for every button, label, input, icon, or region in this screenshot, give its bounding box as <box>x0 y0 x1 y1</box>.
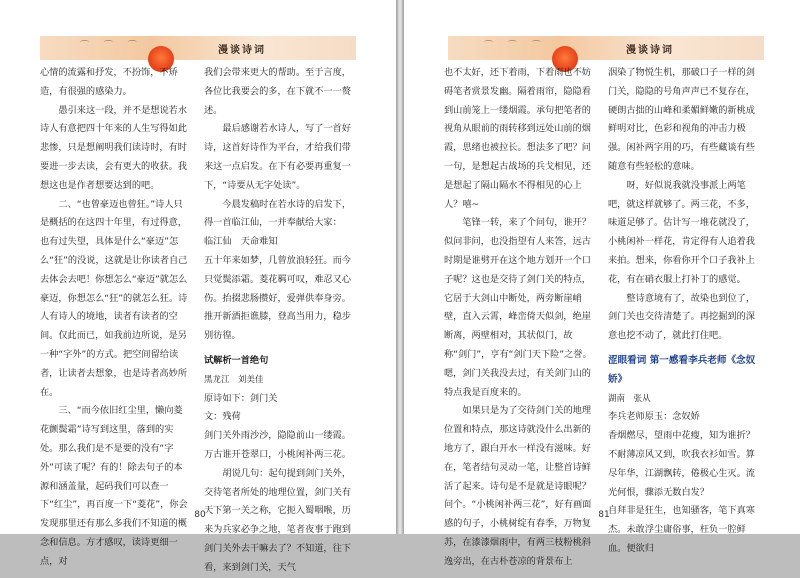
poem-text: 五十年来如梦，几曾放浪轻狂。而今只觉鬓添霜。菱花羁可叹，难忍又心伤。抬掇悲肠攒好，爱弹供奉身旁。推开新酒拒谯膝，登高当用力，稳步别彷徨。 <box>204 254 351 342</box>
paragraph: 胡说几句：起句提到剑门关外，交待笔者所处的地理位置，剑门关有天下第一关之称，它扼入蜀咽喉，历来为兵家必争之地，笔者夜事于跑到剑门关外去干嘛去了？不知道，往下看，来到剑门关，天气 <box>204 467 352 573</box>
page-number: 81 <box>598 510 610 520</box>
paragraph: 呀，好似说我就没事派上两笔吧，就这样就够了。两三花，不多，味道足够了。估计写一堆花就没了，小桃闲补一样花，肯定得有人追着我来拍。想来，你看你开个口子我补上花，有在硝衣服上打补丁的感觉。 <box>608 179 755 285</box>
poem-line: 剑门关外雨沙沙，隐隐前山一缕霞。 <box>204 430 351 442</box>
left-column-1 <box>40 64 188 572</box>
header-title: 漫谈诗词 <box>218 45 266 56</box>
left-column-2 <box>204 64 352 578</box>
page-number: 80 <box>194 510 206 520</box>
poem-text: 香烟燃尽，望雨中花瘦，知为谁折？不耐薄凉风又到，吹我衣衫如雪。算尽年华，江湖飘转，倦极心生灭。流光何恨，骤添无数白发？ <box>608 430 755 498</box>
paragraph: 心情的流露和抒发，不扮饰，不矫造，有很强的感染力。 <box>40 67 178 97</box>
paragraph: 愚引来这一段，并不是想说若水诗人有意把四十年来的人生写得如此悲惨，只是想阐明我们读诗时，有时要进一步去读，会有更大的收获。我想这也是作者想要达到的吧。 <box>40 104 188 191</box>
article-author: 湖南 张从 <box>608 393 651 404</box>
right-page <box>404 0 800 567</box>
right-column-1 <box>444 64 592 572</box>
poem-title: 临江仙 天命难知 <box>204 236 278 248</box>
paragraph: 二、“也曾豪迈也曾狂。”诗人只是概括的在这四十年里，有过得意，也有过失望，具体是什么“豪迈”怎么“狂”的没说，这就是让你读者自己去体会去吧！你想怎么“豪迈”就怎么豪迈，你想怎么“狂”的就怎么狂。诗人有诗人的境地，读者有读者的空间。仅此而已，如我前边所说，是另一种“字外”的方式。把空间留给读者，让读者去想象，也是诗者高妙所在。 <box>40 198 188 398</box>
paragraph: 笔锋一转，来了个问句，谁开？似问非问，也没指望有人来答，远古时期是谁劈开在这个地方划开一个口子呢？这也是交待了剑门关的特点，它居于大剑山中断处，两旁断崖峭壁，直入云霄，峰峦倚天似剑，绝崖断离，两壁相对，其状似门，故称“剑门”，亨有“剑门天下险”之誉。嗯，剑门关我没去过，有关剑门山的特点我是百度来的。 <box>444 217 592 398</box>
paragraph: 我们会带来更大的帮助。至于言度，各位比我要会的多，在下就不一一赘述。 <box>204 67 351 116</box>
paragraph: 洇染了物悦生机，那破口子一样的剑门关，隐隐的号角声声已不复存在，硬朗古拙的山峰和柔媚鲜嫩的新桃成鲜明对比，色彩和视角的冲击力极强。闲补两字用的巧，有些藏谈有些随意有些轻松的意味。 <box>608 67 755 172</box>
paragraph: 也不太好，还下着雨，下着雨也不妨碍笔者赏景发幽。隔着雨帘，隐隐看到山前笼上一缕烟霞。承句把笔者的视角从眼前的雨转移到远处山前的烟霞，思绪也被拉长。想法多了吧？问一句，是想起古战场的兵戈相见，还是想起了隔山隔水不得相见的心上人？嘻~ <box>444 67 591 210</box>
header-banner <box>448 36 764 60</box>
paragraph: 整诗意境有了，故染也到位了，剑门关也交待清楚了。再挖掘到的深意也挖不动了，就此打住吧。 <box>608 292 756 342</box>
article-author: 黑龙江 刘美佳 <box>204 374 264 385</box>
poem-meta: 原诗如下：剑门关 <box>204 392 278 404</box>
article-title: 涩眼看词 第一感看李兵老师《念奴娇》 <box>608 354 756 385</box>
poem-line: 万古谁开苍翠口，小桃闲补两三花。 <box>204 448 351 460</box>
article-title: 试解析一首绝句 <box>204 354 269 366</box>
left-page <box>0 0 396 573</box>
poem-meta: 文：残荷 <box>204 411 241 423</box>
paragraph: 如果只是为了交待剑门关的地理位置和特点，那这诗就没什么出新的地方了，跟白开水一样没有滋味。好在，笔者结句灵动一笔，让整首诗鲜活了起来。诗句是不是就是诗眼呢？问个。“小桃闲补两三花”，好有画面感的句子，小桃树绽有春季，万物复苏，在漆漆烟雨中，有两三枝粉桃斜逸旁出，在古朴苍凉的背景布上 <box>444 405 592 567</box>
paragraph: 自拜非是狂生，也知骚客，笔下真寒杰。未敢浮尘庸俗事，枉负一腔鲜血。便欲归 <box>608 505 755 554</box>
book-spine <box>396 0 404 534</box>
right-column-2 <box>608 64 756 559</box>
paragraph: 今晨发稿时在若水诗的启发下，得一首临江仙，一并奉献给大家： <box>204 198 352 229</box>
birds-decoration-icon: ⌒ ⌒ ⌒ <box>80 41 143 51</box>
poem-title: 李兵老师原玉：念奴娇 <box>608 411 700 423</box>
header-banner <box>40 36 356 60</box>
header-title: 漫谈诗词 <box>626 45 674 56</box>
paragraph: 最后感谢若水诗人，写了一首好诗，这首好诗作为平台，才给我们带来这一点启发。在下有必要再重复一下，“诗要从无字处读”。 <box>204 123 352 191</box>
birds-decoration-icon: ⌒ ⌒ ⌒ <box>484 41 547 51</box>
paragraph: 三、“而今依旧红尘里，懒向菱花颤鬓霜”诗写到这里，落到的实处。那么我们是不是要的没有“字外”可读了呢？有的！除去句子的本源和涵盖量，起码我们可以查一下“红尘”，再百度一下“菱花”，你会发现那里还有那么多我们不知道的概念和信息。方才感叹，读诗更细一点，对 <box>40 405 188 567</box>
